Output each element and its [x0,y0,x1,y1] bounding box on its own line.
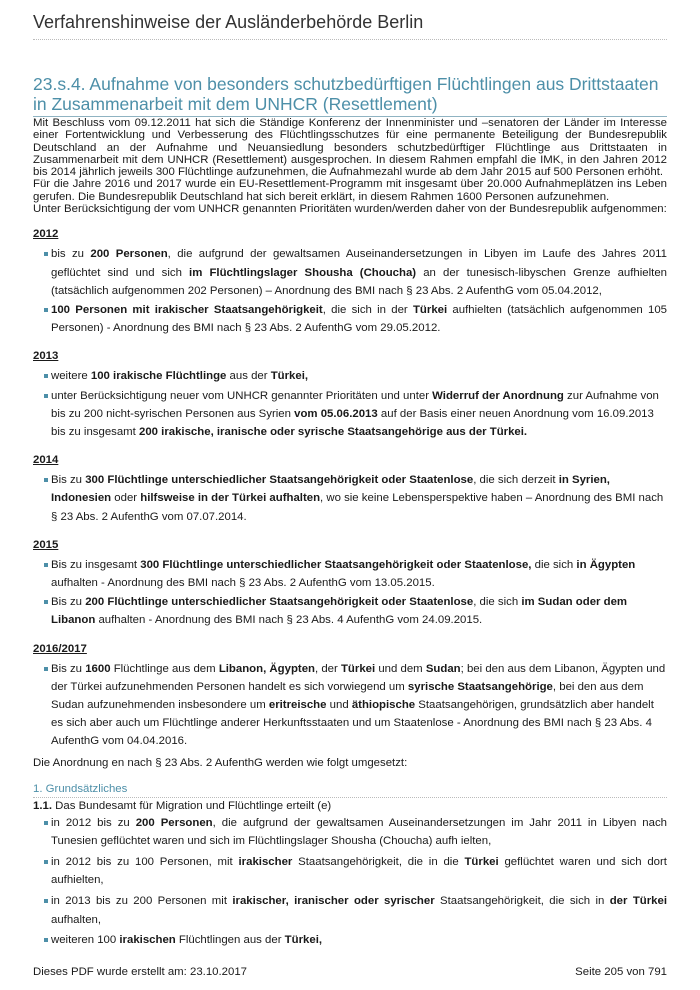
emphasis-text: im Sudan oder dem Libanon [51,596,628,627]
subsection-title: 1. Grundsätzliches [33,782,667,798]
emphasis-text: 100 Personen mit irakischer Staatsangehörigkeit [51,303,323,316]
text-segment: aus der [226,370,271,383]
year-list [33,367,667,441]
footer-created-date: Dieses PDF wurde erstellt am: 23.10.2017 [33,966,247,978]
text-segment: , die aufgrund der gewaltsamen Auseinandersetzungen in Libyen im Laufe des Jahres 2011 geflüchtet sind und sich [51,248,668,279]
subsection-text: Das Bundesamt für Migration und Flüchtlinge erteilt (e) [52,799,332,812]
year-list [33,556,667,630]
text-segment: Staatsangehörigkeit, die in die [292,855,465,868]
subsection-list [33,814,667,950]
year-heading: 2014 [33,454,59,467]
intro [33,117,667,215]
text-segment: Bis zu [51,662,86,675]
emphasis-text: irakischer [238,855,293,868]
emphasis-text: Libanon, Ägypten [218,662,315,675]
list-item [33,931,667,950]
emphasis-text: 200 Flüchtlinge unterschiedlicher Staatsangehörigkeit oder Staatenlose [85,596,474,609]
emphasis-text: äthiopische [351,699,416,712]
year-list [33,660,667,751]
page-footer [33,966,667,978]
year-heading: 2012 [33,228,59,241]
list-item [33,660,667,751]
emphasis-text: 200 Personen [135,816,213,829]
text-segment: bis zu [51,248,91,261]
text-segment: und [326,699,352,712]
text-segment: aufhalten - Anordnung des BMI nach § 23 Abs. 4 AufenthG vom 24.09.2015. [95,614,483,627]
bullet-icon [44,899,48,903]
bullet-icon [44,821,48,825]
year-sections [33,227,667,750]
text-segment: in 2013 bis zu 200 Personen mit [51,895,233,908]
section-title: 23.s.4. Aufnahme von besonders schutzbedürftigen Flüchtlingen aus Drittstaaten in Zusammenarbeit mit dem UNHCR (Resettlement) [33,74,667,117]
emphasis-text: 200 Personen [90,248,168,261]
intro-paragraph: Für die Jahre 2016 und 2017 wurde ein EU-Resettlement-Programm mit insgesamt über 20.000 Aufnahmeplätzen ins Leben gerufen. Die Bundesrepublik Deutschland hat sich bereit erklärt, in diesem Rahmen 1600 Personen aufzunehmen. [33,178,667,203]
list-item [33,853,667,890]
list-item [33,367,667,385]
text-segment: auf der Basis einer neuen Anordnung vom 16.09.2013 bis zu insgesamt [51,407,654,438]
emphasis-text: Türkei [464,855,499,868]
emphasis-text: syrische Staatsangehörige [407,680,553,693]
list-item [33,814,667,851]
bullet-icon [44,374,48,378]
text-segment: , die aufgrund der gewaltsamen Auseinandersetzungen im Jahr 2011 in Libyen nach Tunesien geflüchtet waren und sich im Flüchtlingslager Shousha (Choucha) aufh ielten, [51,816,668,848]
intro-paragraph: Mit Beschluss vom 09.12.2011 hat sich die Ständige Konferenz der Innenminister und –senatoren der Länder im Interesse einer Fortentwicklung und Verbesserung des Flüchtlingsschutzes für eine permanente Beteiligung der Bundesrepublik Deutschland an der Aufnahme und Neuansiedlung besonders schutzbedürftiger Flüchtlinge aus Drittstaaten in Zusammenarbeit mit dem UNHCR (Resettlement) ausgesprochen. In diesem Rahmen empfahl die IMK, in den Jahren 2012 bis 2014 jährlich jeweils 300 Flüchtlinge aufzunehmen, die Aufnahmezahl wurde ab dem Jahr 2015 auf 500 Personen erhöht. [33,117,667,179]
text-segment: , die sich [473,596,522,609]
emphasis-text: irakischen [119,934,176,947]
emphasis-text: Türkei [412,303,448,316]
emphasis-text: Türkei, [284,934,323,947]
emphasis-text: Türkei [340,662,376,675]
emphasis-text: Sudan [425,662,461,675]
text-segment: Bis zu [51,474,86,487]
emphasis-text: der Türkei [609,895,668,908]
subsection-intro [33,799,667,814]
text-segment: in 2012 bis zu [51,816,136,829]
bullet-icon [44,308,48,312]
list-item [33,301,667,337]
emphasis-text: Widerruf der Anordnung [432,389,564,402]
list-item [33,245,667,300]
text-segment: die sich [531,558,577,571]
text-segment: Flüchtlingen aus der [175,934,285,947]
bullet-icon [44,478,48,482]
emphasis-text: in Syrien, Indonesien [51,474,610,505]
emphasis-text: 200 irakische, iranische oder syrische Staatsangehörige aus der Türkei. [139,426,528,438]
text-segment: und dem [375,662,426,675]
document-body [33,117,667,952]
implementation-note: Die Anordnung en nach § 23 Abs. 2 AufenthG werden wie folgt umgesetzt: [33,756,408,769]
text-segment: Staatsangehörigkeit, die sich in [434,895,610,908]
text-segment: in 2012 bis zu 100 Personen, mit [51,855,239,868]
text-segment: unter Berücksichtigung neuer vom UNHCR genannter Prioritäten und unter [51,389,433,402]
emphasis-text: vom 05.06.2013 [294,407,378,420]
bullet-icon [44,563,48,567]
emphasis-text: 300 Flüchtlinge unterschiedlicher Staatsangehörigkeit oder Staatenlose, [140,558,532,571]
emphasis-text: eritreische [268,699,327,712]
text-segment: an der tunesisch-libyschen Grenze aufhielten (tatsächlich aufgenommen 202 Personen) – Anordnung des BMI nach § 23 Abs. 2 AufenthG vom 05.04.2012, [51,266,667,297]
year-list [33,471,667,526]
text-segment: , wo sie keine Lebensperspektive haben – Anordnung des BMI nach § 23 Abs. 2 AufenthG vom 07.07.2014. [51,492,664,523]
text-segment: oder [111,492,141,505]
year-list [33,245,667,337]
text-segment: aufhielten (tatsächlich aufgenommen 105 Personen) - Anordnung des BMI nach § 23 Abs. 2 AufenthG vom 29.05.2012. [51,303,668,335]
text-segment: weitere [51,370,91,383]
year-heading: 2013 [33,350,59,363]
bullet-icon [44,394,48,398]
bullet-icon [44,667,48,671]
emphasis-text: irakischer, iranischer oder syrischer [232,895,435,908]
emphasis-text: in Ägypten [576,558,636,571]
bullet-icon [44,938,48,942]
emphasis-text: hilfsweise in der Türkei aufhalten [140,492,321,505]
list-item [33,556,667,592]
page-header [33,12,667,40]
footer-page-number: Seite 205 von 791 [575,966,667,978]
subsection-number: 1.1. [33,799,52,812]
text-segment: Bis zu insgesamt [51,558,141,571]
bullet-icon [44,860,48,864]
emphasis-text: 1600 [85,662,111,675]
emphasis-text: 100 irakische Flüchtlinge [90,370,227,383]
text-segment: Bis zu [51,596,86,609]
text-segment: , der [315,662,341,675]
emphasis-text: 300 Flüchtlinge unterschiedlicher Staatsangehörigkeit oder Staatenlose [85,474,474,487]
year-heading: 2015 [33,538,59,551]
year-heading: 2016/2017 [33,642,87,655]
emphasis-text: im Flüchtlingslager Shousha (Choucha) [189,266,417,279]
list-item [33,593,667,629]
bullet-icon [44,252,48,256]
emphasis-text: Türkei, [270,370,309,383]
text-segment: Staatsangehörigen, grundsätzlich aber handelt es sich aber auch um Flüchtlinge anderer Herkunftsstaaten und um Staatenlose - Anordnung des BMI nach § 23 Abs. 4 AufenthG vom 04.04.2016. [51,699,654,748]
list-item [33,471,667,526]
list-item [33,387,667,442]
bullet-icon [44,600,48,604]
text-segment: aufhalten, [51,913,102,926]
header-title: Verfahrenshinweise der Ausländerbehörde Berlin [33,12,424,32]
list-item [33,892,667,929]
text-segment: , bei den aus dem Sudan aufzunehmenden insbesondere um [51,680,644,712]
text-segment: geflüchtet waren und sich dort aufhielten, [51,855,667,887]
text-segment: , die sich derzeit [473,474,559,487]
text-segment: , die sich in der [322,303,413,316]
text-segment: zur Aufnahme von bis zu 200 nicht-syrischen Personen aus Syrien [51,389,659,420]
text-segment: Flüchtlinge aus dem [110,662,219,675]
intro-paragraph: Unter Berücksichtigung der vom UNHCR genannten Prioritäten wurden/werden daher von der Bundesrepublik aufgenommen: [33,203,667,216]
text-segment: aufhalten - Anordnung des BMI nach § 23 Abs. 2 AufenthG vom 13.05.2015. [51,577,435,590]
text-segment: weiteren 100 [51,934,120,947]
text-segment: ; bei den aus dem Libanon, Ägypten und der Türkei aufzunehmenden Personen handelt es sich vorwiegend um [51,662,666,693]
